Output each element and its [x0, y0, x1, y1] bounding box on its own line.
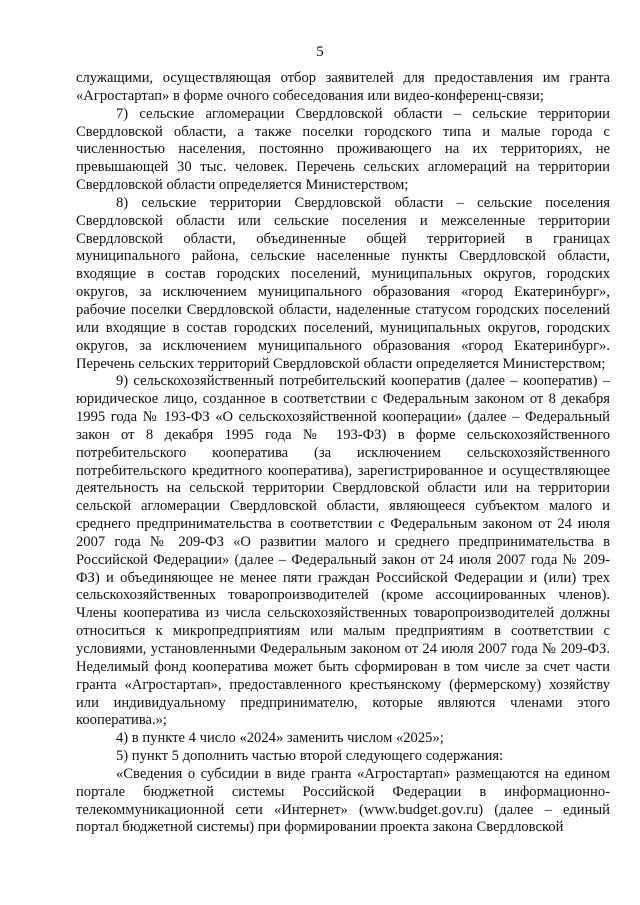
paragraph-amendment-5: 5) пункт 5 дополнить частью второй следующего содержания: — [116, 748, 504, 765]
paragraph-item-8: 8) сельские территории Свердловской области – сельские поселения Свердловской области или сельские поселения и межселенные территории Свердловской области, объединенные общей территорией в границах муниципального района, сельские населенные пункты Свердловской области, входящие в состав городских поселений, муниципальных округов, городских округов, за исключением муниципального образования «город Екатеринбург», рабочие поселки Свердловской области, наделенные статусом городских поселений или входящие в состав городских поселений, муниципальных округов, городских округов, за исключением муниципального образования «город Екатеринбург». Перечень сельских территорий Свердловской области определяется Министерством; — [76, 194, 610, 372]
paragraph-continuation: служащими, осуществляющая отбор заявителей для предоставления им гранта «Агростартап» в форме очного собеседования или видео-конференц-связи; — [76, 70, 610, 104]
page-number: 5 — [316, 44, 324, 60]
paragraph-item-7: 7) сельские агломерации Свердловской области – сельские территории Свердловской области, а также поселки городского типа и малые города с численностью населения, постоянно проживающего на их территориях, не превышающей 30 тыс. человек. Перечень сельских агломераций на территории Свердловской области определяется Министерством; — [76, 105, 610, 194]
paragraph-quoted-text: «Сведения о субсидии в виде гранта «Агростартап» размещаются на едином портале бюджетной системы Российской Федерации в информационно-телекоммуникационной сети «Интернет» (www.budget.gov.ru) (далее – единый портал бюджетной системы) при формировании проекта закона Свердловской — [76, 765, 610, 836]
paragraph-item-9: 9) сельскохозяйственный потребительский кооператив (далее – кооператив) – юридическое лицо, созданное в соответствии с Федеральным законом от 8 декабря 1995 года № 193-ФЗ «О сельскохозяйственной кооперации» (далее – Федеральный закон от 8 декабря 1995 года № 193-ФЗ) в форме сельскохозяйственного потребительского кооператива (за исключением сельскохозяйственного потребительского кредитного кооператива), зарегистрированное и осуществляющее деятельность на сельской территории Свердловской области или на территории сельской агломерации Свердловской области, являющееся субъектом малого и среднего предпринимательства в соответствии с Федеральным законом от 24 июля 2007 года № 209-ФЗ «О развитии малого и среднего предпринимательства в Российской Федерации» (далее – Федеральный закон от 24 июля 2007 года № 209-ФЗ) и объединяющее не менее пяти граждан Российской Федерации и (или) трех сельскохозяйственных товаропроизводителей (кроме ассоциированных членов). Члены кооператива из числа сельскохозяйственных товаропроизводителей должны относиться к микропредприятиям или малым предприятиям в соответствии с условиями, установленными Федеральным законом от 24 июля 2007 года № 209-ФЗ. Неделимый фонд кооператива может быть сформирован в том числе за счет части гранта «Агростартап», предоставленного крестьянскому (фермерскому) хозяйству или индивидуальному предпринимателю, которые являются членами этого кооператива.»; — [76, 373, 610, 729]
document-body — [76, 70, 610, 837]
paragraph-amendment-4: 4) в пункте 4 число «2024» заменить числом «2025»; — [116, 730, 444, 747]
